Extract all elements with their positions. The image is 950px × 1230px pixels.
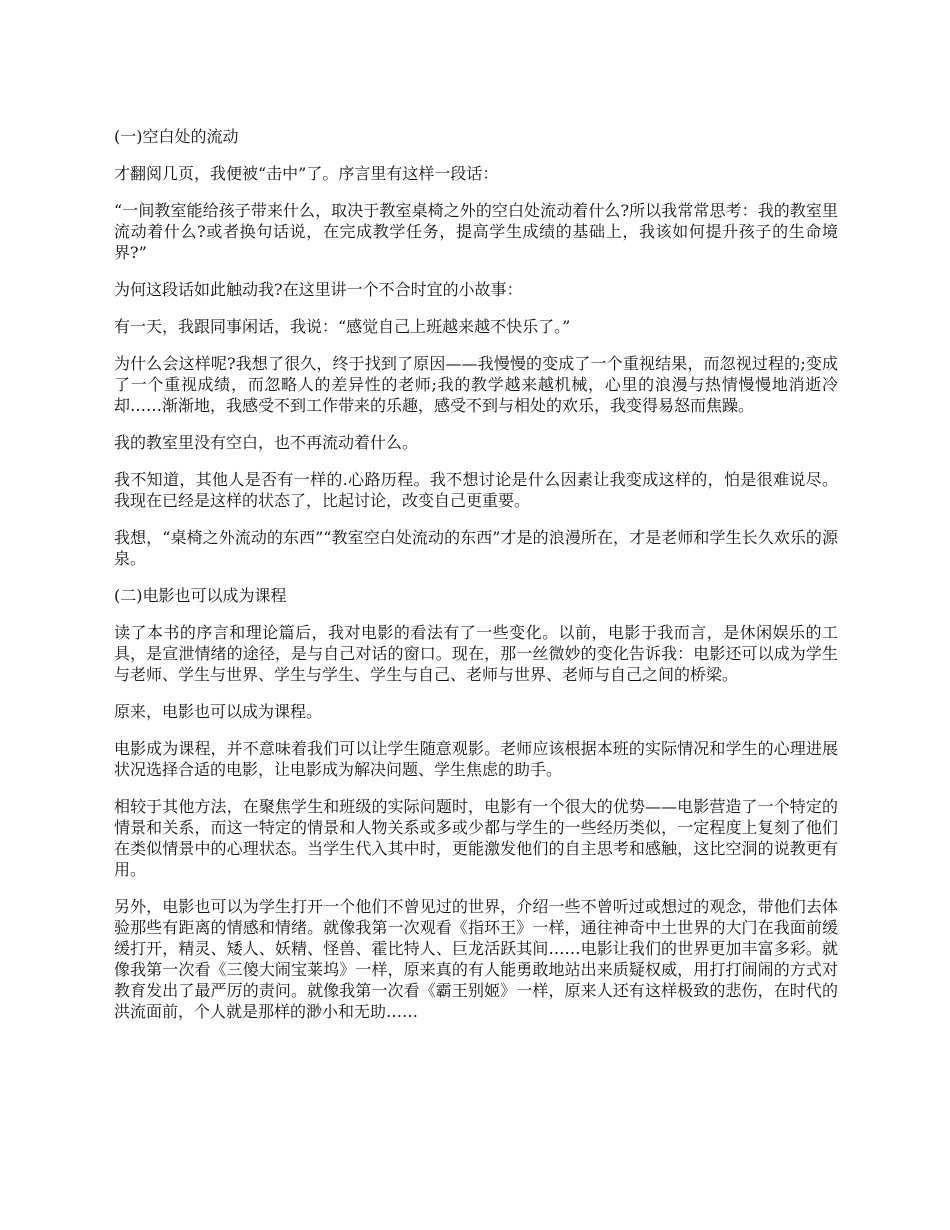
document-body [114, 126, 838, 1038]
paragraph: 我想，“桌椅之外流动的东西”“教室空白处流动的东西”才是的浪漫所在，才是老师和学生长久欢乐的源泉。 [114, 528, 838, 568]
paragraph: 我的教室里没有空白，也不再流动着什么。 [114, 433, 419, 452]
paragraph: 为什么会这样呢?我想了很久，终于找到了原因——我慢慢的变成了一个重视结果，而忽视过程的;变成了一个重视成绩，而忽略人的差异性的老师;我的教学越来越机械，心里的浪漫与热情慢慢地消逝冷却……渐渐地，我感受不到工作带来的乐趣，感受不到与相处的欢乐，我变得易怒而焦躁。 [114, 354, 838, 415]
paragraph: 有一天，我跟同事闲话，我说：“感觉自己上班越来越不快乐了。” [114, 317, 571, 336]
paragraph: 读了本书的序言和理论篇后，我对电影的看法有了一些变化。以前，电影于我而言，是休闲娱乐的工具，是宣泄情绪的途径，是与自己对话的窗口。现在，那一丝微妙的变化告诉我：电影还可以成为学生与老师、学生与世界、学生与学生、学生与自己、老师与世界、老师与自己之间的桥梁。 [114, 623, 838, 684]
paragraph: 我不知道，其他人是否有一样的.心路历程。我不想讨论是什么因素让我变成这样的，怕是很难说尽。我现在已经是这样的状态了，比起讨论，改变自己更重要。 [114, 470, 838, 510]
paragraph-quote: “一间教室能给孩子带来什么，取决于教室桌椅之外的空白处流动着什么?所以我常常思考：我的教室里流动着什么?或者换句话说，在完成教学任务，提高学生成绩的基础上，我该如何提升孩子的生命境界?” [114, 201, 838, 262]
paragraph: 为何这段话如此触动我?在这里讲一个不合时宜的小故事： [114, 280, 523, 299]
paragraph: 另外，电影也可以为学生打开一个他们不曾见过的世界，介绍一些不曾听过或想过的观念，带他们去体验那些有距离的情感和情绪。就像我第一次观看《指环王》一样，通往神奇中土世界的大门在我面前缓缓打开，精灵、矮人、妖精、怪兽、霍比特人、巨龙活跃其间……电影让我们的世界更加丰富多彩。就像我第一次看《三傻大闹宝莱坞》一样，原来真的有人能勇敢地站出来质疑权威，用打打闹闹的方式对教育发出了最严厉的责问。就像我第一次看《霸王别姬》一样，原来人还有这样极致的悲伤，在时代的洪流面前，个人就是那样的渺小和无助…… [114, 897, 838, 1021]
paragraph: 才翻阅几页，我便被“击中”了。序言里有这样一段话： [114, 164, 499, 183]
paragraph: 相较于其他方法，在聚焦学生和班级的实际问题时，电影有一个很大的优势——电影营造了一个特定的情景和关系，而这一特定的情景和人物关系或多或少都与学生的一些经历类似，一定程度上复刻了他们在类似情景中的心理状态。当学生代入其中时，更能激发他们的自主思考和感触，这比空洞的说教更有用。 [114, 797, 838, 879]
paragraph: 电影成为课程，并不意味着我们可以让学生随意观影。老师应该根据本班的实际情况和学生的心理进展状况选择合适的电影，让电影成为解决问题、学生焦虑的助手。 [114, 739, 838, 779]
section-heading-film-course: (二)电影也可以成为课程 [114, 586, 287, 605]
paragraph: 原来，电影也可以成为课程。 [114, 702, 323, 721]
section-heading-blank-space: (一)空白处的流动 [114, 127, 239, 146]
